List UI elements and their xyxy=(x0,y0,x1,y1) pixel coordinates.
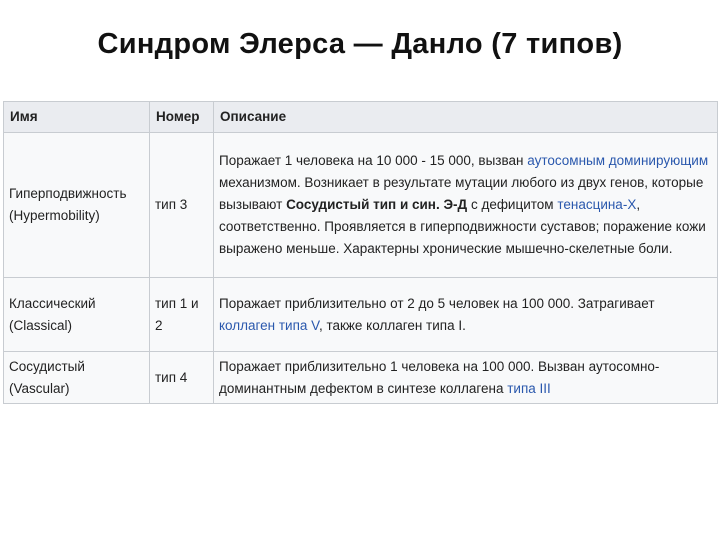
wiki-link[interactable]: тенасцина-X xyxy=(557,197,637,212)
cell-name: Гиперподвижность (Hypermobility) xyxy=(4,133,150,278)
cell-type: тип 1 и 2 xyxy=(150,278,214,352)
description-text: Поражает приблизительно 1 человека на 100 000. Вызван аутосомно-доминантным дефектом в синтезе коллагена xyxy=(219,358,660,396)
wiki-link[interactable]: типа III xyxy=(507,380,551,396)
cell-name: Классический (Classical) xyxy=(4,278,150,352)
cell-description xyxy=(214,352,718,404)
slide-title: Синдром Элерса — Данло (7 типов) xyxy=(97,28,623,60)
description-text: , также коллаген типа I. xyxy=(318,317,466,333)
cell-description xyxy=(214,133,718,278)
bold-text: Сосудистый тип и син. Э-Д xyxy=(286,197,468,212)
syndrome-types-table xyxy=(3,101,718,404)
cell-type: тип 3 xyxy=(150,133,214,278)
cell-description xyxy=(214,278,718,352)
wiki-link[interactable]: коллаген типа V xyxy=(219,317,319,333)
cell-type: тип 4 xyxy=(150,352,214,404)
table-row xyxy=(4,278,718,352)
description-text: , соответственно. Проявляется в гиперподвижности суставов; поражение кожи выражено меньше. Характерны хронические мышечно-скелетные боли. xyxy=(219,197,706,256)
header-description: Описание xyxy=(214,102,718,133)
table-row xyxy=(4,133,718,278)
description-text: Поражает 1 человека на 10 000 - 15 000, вызван xyxy=(219,153,528,168)
table-row xyxy=(4,352,718,404)
table-header-row xyxy=(4,102,718,133)
header-number: Номер xyxy=(150,102,214,133)
description-text: с дефицитом xyxy=(467,197,558,212)
description-text: механизмом. Возникает в результате мутации любого из двух генов, которые вызывают xyxy=(219,175,704,212)
header-name: Имя xyxy=(4,102,150,133)
description-text: Поражает приблизительно от 2 до 5 человек на 100 000. Затрагивает xyxy=(219,295,655,311)
cell-name: Сосудистый (Vascular) xyxy=(4,352,150,404)
wiki-link[interactable]: аутосомным доминирующим xyxy=(527,153,709,168)
